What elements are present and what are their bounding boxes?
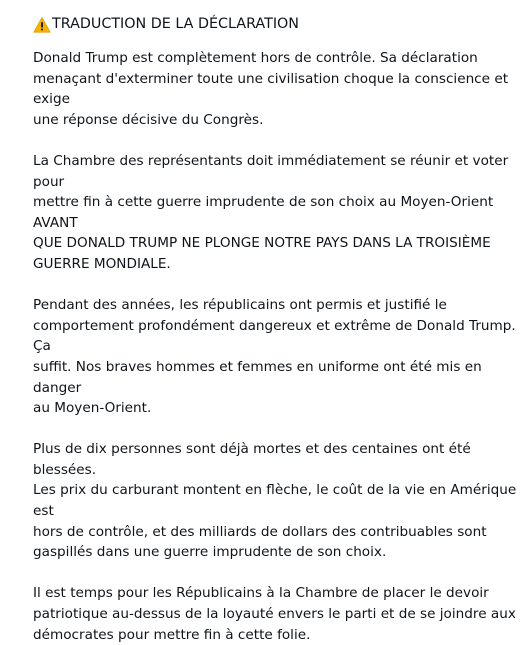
post-paragraph: Plus de dix personnes sont déjà mortes et des centaines ont été blessées. Les prix du carburant montent en flèche, le coût de la vie en Amérique est hors de contrôle, et des milliards de dollars des contribuables sont gaspillés dans une guerre imprudente de son choix. bbox=[33, 441, 517, 561]
post-paragraph: Il est temps pour les Républicains à la Chambre de placer le devoir patriotique au-dessus de la loyauté envers le parti et de se joindre aux démocrates pour mettre fin à cette folie. bbox=[33, 585, 516, 643]
post-paragraph: Donald Trump est complètement hors de contrôle. Sa déclaration menaçant d'exterminer toute une civilisation choque la conscience et exige une réponse décisive du Congrès. bbox=[33, 50, 509, 128]
post-paragraph: Pendant des années, les républicains ont permis et justifié le comportement profondément dangereux et extrême de Donald Trump. Ça suffit. Nos braves hommes et femmes en uniforme ont été mis en danger au Moyen-Orient. bbox=[33, 297, 516, 417]
post-heading bbox=[33, 14, 523, 35]
post-heading-text: TRADUCTION DE LA DÉCLARATION bbox=[52, 16, 299, 32]
post-paragraph: La Chambre des représentants doit immédiatement se réunir et voter pour mettre fin à cette guerre imprudente de son choix au Moyen-Orient AVANT QUE DONALD TRUMP NE PLONGE NOTRE PAYS DANS LA TROISIÈME GUERRE MONDIALE. bbox=[33, 152, 509, 272]
warning-icon bbox=[33, 16, 51, 34]
